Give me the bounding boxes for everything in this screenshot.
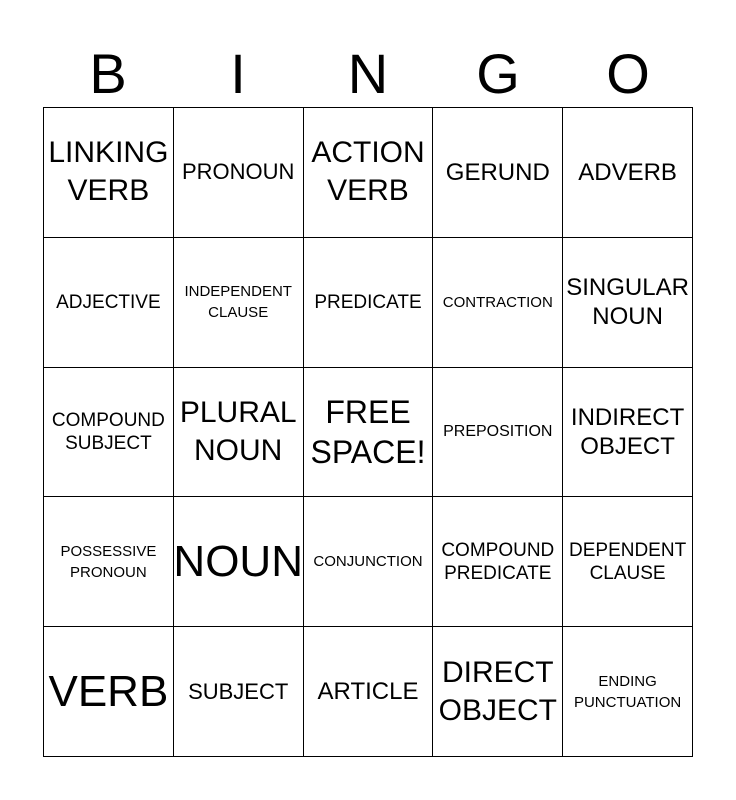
bingo-card-grid	[43, 107, 693, 757]
cell-label: SINGULAR NOUN	[566, 274, 689, 331]
cell-label: ADVERB	[578, 158, 677, 186]
bingo-cell-r4-c2[interactable]	[174, 497, 304, 627]
cell-label: INDEPENDENT CLAUSE	[184, 283, 292, 322]
cell-label: LINKING VERB	[48, 136, 169, 208]
bingo-cell-r4-c1[interactable]	[44, 497, 174, 627]
cell-label: NOUN	[173, 536, 303, 586]
cell-label: ACTION VERB	[311, 136, 425, 208]
cell-label: COMPOUND PREDICATE	[441, 539, 555, 584]
cell-label: INDIRECT OBJECT	[570, 403, 685, 460]
bingo-cell-r5-c2[interactable]	[174, 627, 304, 757]
cell-label: ENDING PUNCTUATION	[573, 672, 682, 711]
bingo-header	[43, 44, 693, 104]
bingo-cell-r5-c3[interactable]	[304, 627, 434, 757]
bingo-cell-r4-c3[interactable]	[304, 497, 434, 627]
bingo-cell-r1-c5[interactable]	[563, 108, 693, 238]
bingo-cell-r1-c1[interactable]	[44, 108, 174, 238]
cell-label: GERUND	[445, 158, 550, 186]
bingo-cell-r5-c4[interactable]	[433, 627, 563, 757]
bingo-cell-r4-c4[interactable]	[433, 497, 563, 627]
bingo-cell-r2-c5[interactable]	[563, 238, 693, 368]
cell-label: POSSESSIVE PRONOUN	[60, 542, 157, 581]
header-letter-i: I	[230, 42, 246, 105]
cell-label: ADJECTIVE	[56, 291, 161, 313]
bingo-cell-r3-c4[interactable]	[433, 368, 563, 498]
cell-label: COMPOUND SUBJECT	[51, 409, 165, 454]
bingo-cell-r2-c4[interactable]	[433, 238, 563, 368]
cell-label: CONJUNCTION	[313, 553, 423, 571]
bingo-cell-r2-c1[interactable]	[44, 238, 174, 368]
cell-label: CONTRACTION	[442, 293, 553, 311]
header-letter-b: B	[89, 42, 127, 105]
cell-label: SUBJECT	[188, 678, 289, 704]
header-letter-n: N	[347, 42, 389, 105]
cell-label: DEPENDENT CLAUSE	[569, 539, 687, 584]
header-letter-o: O	[606, 42, 650, 105]
bingo-cell-r2-c2[interactable]	[174, 238, 304, 368]
cell-label: VERB	[48, 666, 169, 716]
cell-label: ARTICLE	[317, 678, 419, 706]
cell-label: PREPOSITION	[443, 422, 553, 440]
cell-label: DIRECT OBJECT	[438, 655, 557, 727]
bingo-cell-r2-c3[interactable]	[304, 238, 434, 368]
bingo-cell-r3-c5[interactable]	[563, 368, 693, 498]
cell-label: FREE SPACE!	[310, 393, 426, 470]
cell-label: PLURAL NOUN	[179, 395, 297, 467]
bingo-cell-r1-c4[interactable]	[433, 108, 563, 238]
cell-label: PREDICATE	[314, 291, 422, 313]
bingo-cell-r1-c3[interactable]	[304, 108, 434, 238]
bingo-cell-r5-c1[interactable]	[44, 627, 174, 757]
header-letter-g: G	[476, 42, 520, 105]
cell-label: PRONOUN	[181, 159, 295, 185]
bingo-cell-r1-c2[interactable]	[174, 108, 304, 238]
bingo-cell-r3-c1[interactable]	[44, 368, 174, 498]
bingo-cell-r4-c5[interactable]	[563, 497, 693, 627]
bingo-cell-r5-c5[interactable]	[563, 627, 693, 757]
bingo-cell-r3-c2[interactable]	[174, 368, 304, 498]
bingo-cell-r3-c3[interactable]	[304, 368, 434, 498]
